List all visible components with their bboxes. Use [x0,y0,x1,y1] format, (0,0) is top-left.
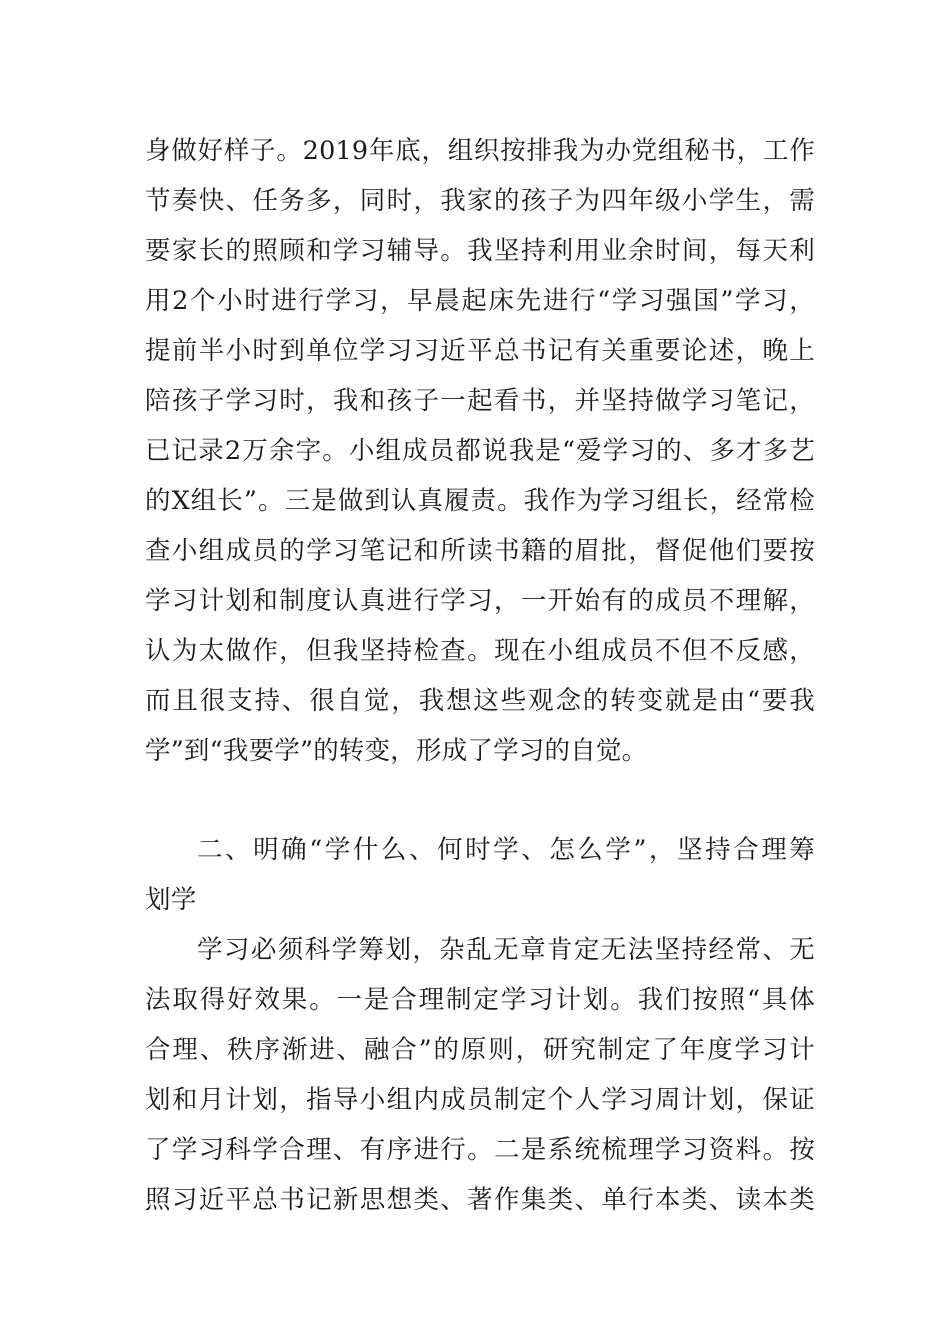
heading-line: 划学 [145,885,197,915]
text-line: 法取得好效果。一是合理制定学习计划。我们按照“具体 [145,985,815,1015]
text-line: 学习计划和制度认真进行学习，一开始有的成员不理解， [145,586,815,616]
text-line: 查小组成员的学习笔记和所读书籍的眉批，督促他们要按 [145,536,815,566]
text-line: 学”到“我要学”的转变，形成了学习的自觉。 [145,736,648,766]
text-line: 认为太做作，但我坚持检查。现在小组成员不但不反感， [145,636,815,666]
text-line: 的X组长”。三是做到认真履责。我作为学习组长，经常检 [145,486,815,516]
text-line: 用2个小时进行学习，早晨起床先进行“学习强国”学习， [145,286,815,316]
text-line: 而且很支持、很自觉，我想这些观念的转变就是由“要我 [145,686,815,716]
text-line: 学习必须科学筹划，杂乱无章肯定无法坚持经常、无 [197,935,815,965]
text-line: 身做好样子。2019年底，组织按排我为办党组秘书，工作 [145,136,815,166]
heading-line: 二、明确“学什么、何时学、怎么学”，坚持合理筹 [197,835,815,865]
text-line: 了学习科学合理、有序进行。二是系统梳理学习资料。按 [145,1135,815,1165]
text-line: 提前半小时到单位学习习近平总书记有关重要论述，晚上 [145,336,815,366]
text-line: 划和月计划，指导小组内成员制定个人学习周计划，保证 [145,1085,815,1115]
text-line: 合理、秩序渐进、融合”的原则，研究制定了年度学习计 [145,1035,815,1065]
text-line: 陪孩子学习时，我和孩子一起看书，并坚持做学习笔记， [145,386,815,416]
text-line: 已记录2万余字。小组成员都说我是“爱学习的、多才多艺 [145,436,815,466]
paragraph-1 [145,126,815,776]
paragraph-2 [145,925,815,1225]
section-heading-2 [145,825,815,925]
text-line: 节奏快、任务多，同时，我家的孩子为四年级小学生，需 [145,186,815,216]
text-line: 照习近平总书记新思想类、著作集类、单行本类、读本类 [145,1185,815,1215]
text-line: 要家长的照顾和学习辅导。我坚持利用业余时间，每天利 [145,236,815,266]
